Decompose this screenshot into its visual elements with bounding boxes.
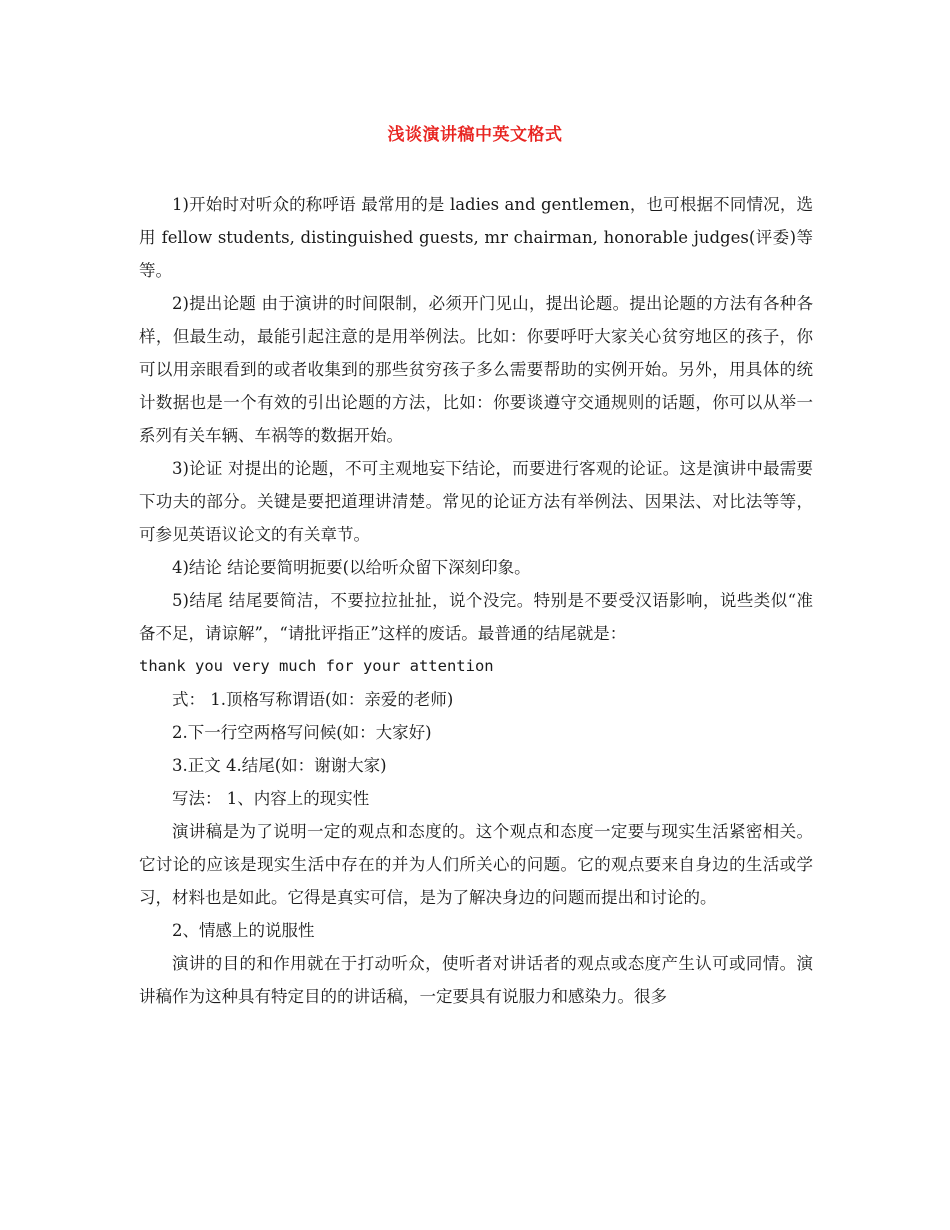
- paragraph-writing-heading: 写法： 1、内容上的现实性: [172, 789, 370, 808]
- paragraph-ending: 5)结尾 结尾要简洁，不要拉拉扯扯，说个没完。特别是不要受汉语影响，说些类似“准备不足，请谅解”，“请批评指正”这样的废话。最普通的结尾就是：: [139, 591, 813, 643]
- paragraph-closing-phrase: thank you very much for your attention: [139, 657, 494, 675]
- paragraph-persuasion: 演讲的目的和作用就在于打动听众，使听者对讲话者的观点或态度产生认可或同情。演讲稿作为这种具有特定目的的讲话稿，一定要具有说服力和感染力。很多: [139, 954, 813, 1006]
- document-title: 浅谈演讲稿中英文格式: [387, 125, 563, 145]
- paragraph-format-3: 3.正文 4.结尾(如：谢谢大家): [172, 756, 387, 775]
- document-body: [139, 188, 813, 1013]
- paragraph-persuasion-heading: 2、情感上的说服性: [172, 921, 315, 940]
- paragraph-topic: 2)提出论题 由于演讲的时间限制，必须开门见山，提出论题。提出论题的方法有各种各样，但最生动，最能引起注意的是用举例法。比如：你要呼吁大家关心贫穷地区的孩子，你可以用亲眼看到的或者收集到的那些贫穷孩子多么需要帮助的实例开始。另外，用具体的统计数据也是一个有效的引出论题的方法，比如：你要谈遵守交通规则的话题，你可以从举一系列有关车辆、车祸等的数据开始。: [139, 294, 813, 445]
- paragraph-argument: 3)论证 对提出的论题，不可主观地妄下结论，而要进行客观的论证。这是演讲中最需要下功夫的部分。关键是要把道理讲清楚。常见的论证方法有举例法、因果法、对比法等等，可参见英语议论文的有关章节。: [139, 459, 813, 544]
- paragraph-reality: 演讲稿是为了说明一定的观点和态度的。这个观点和态度一定要与现实生活紧密相关。它讨论的应该是现实生活中存在的并为人们所关心的问题。它的观点要来自身边的生活或学习，材料也是如此。它得是真实可信，是为了解决身边的问题而提出和讨论的。: [139, 822, 813, 907]
- paragraph-conclusion: 4)结论 结论要简明扼要(以给听众留下深刻印象。: [172, 558, 531, 577]
- paragraph-format-2: 2.下一行空两格写问候(如：大家好): [172, 723, 432, 742]
- paragraph-salutation: 1)开始时对听众的称呼语 最常用的是 ladies and gentlemen，也可根据不同情况，选用 fellow students, distinguished guests, mr chairman, honorable judges(评委)等等。: [139, 195, 813, 280]
- paragraph-format-1: 式： 1.顶格写称谓语(如：亲爱的老师): [172, 690, 454, 709]
